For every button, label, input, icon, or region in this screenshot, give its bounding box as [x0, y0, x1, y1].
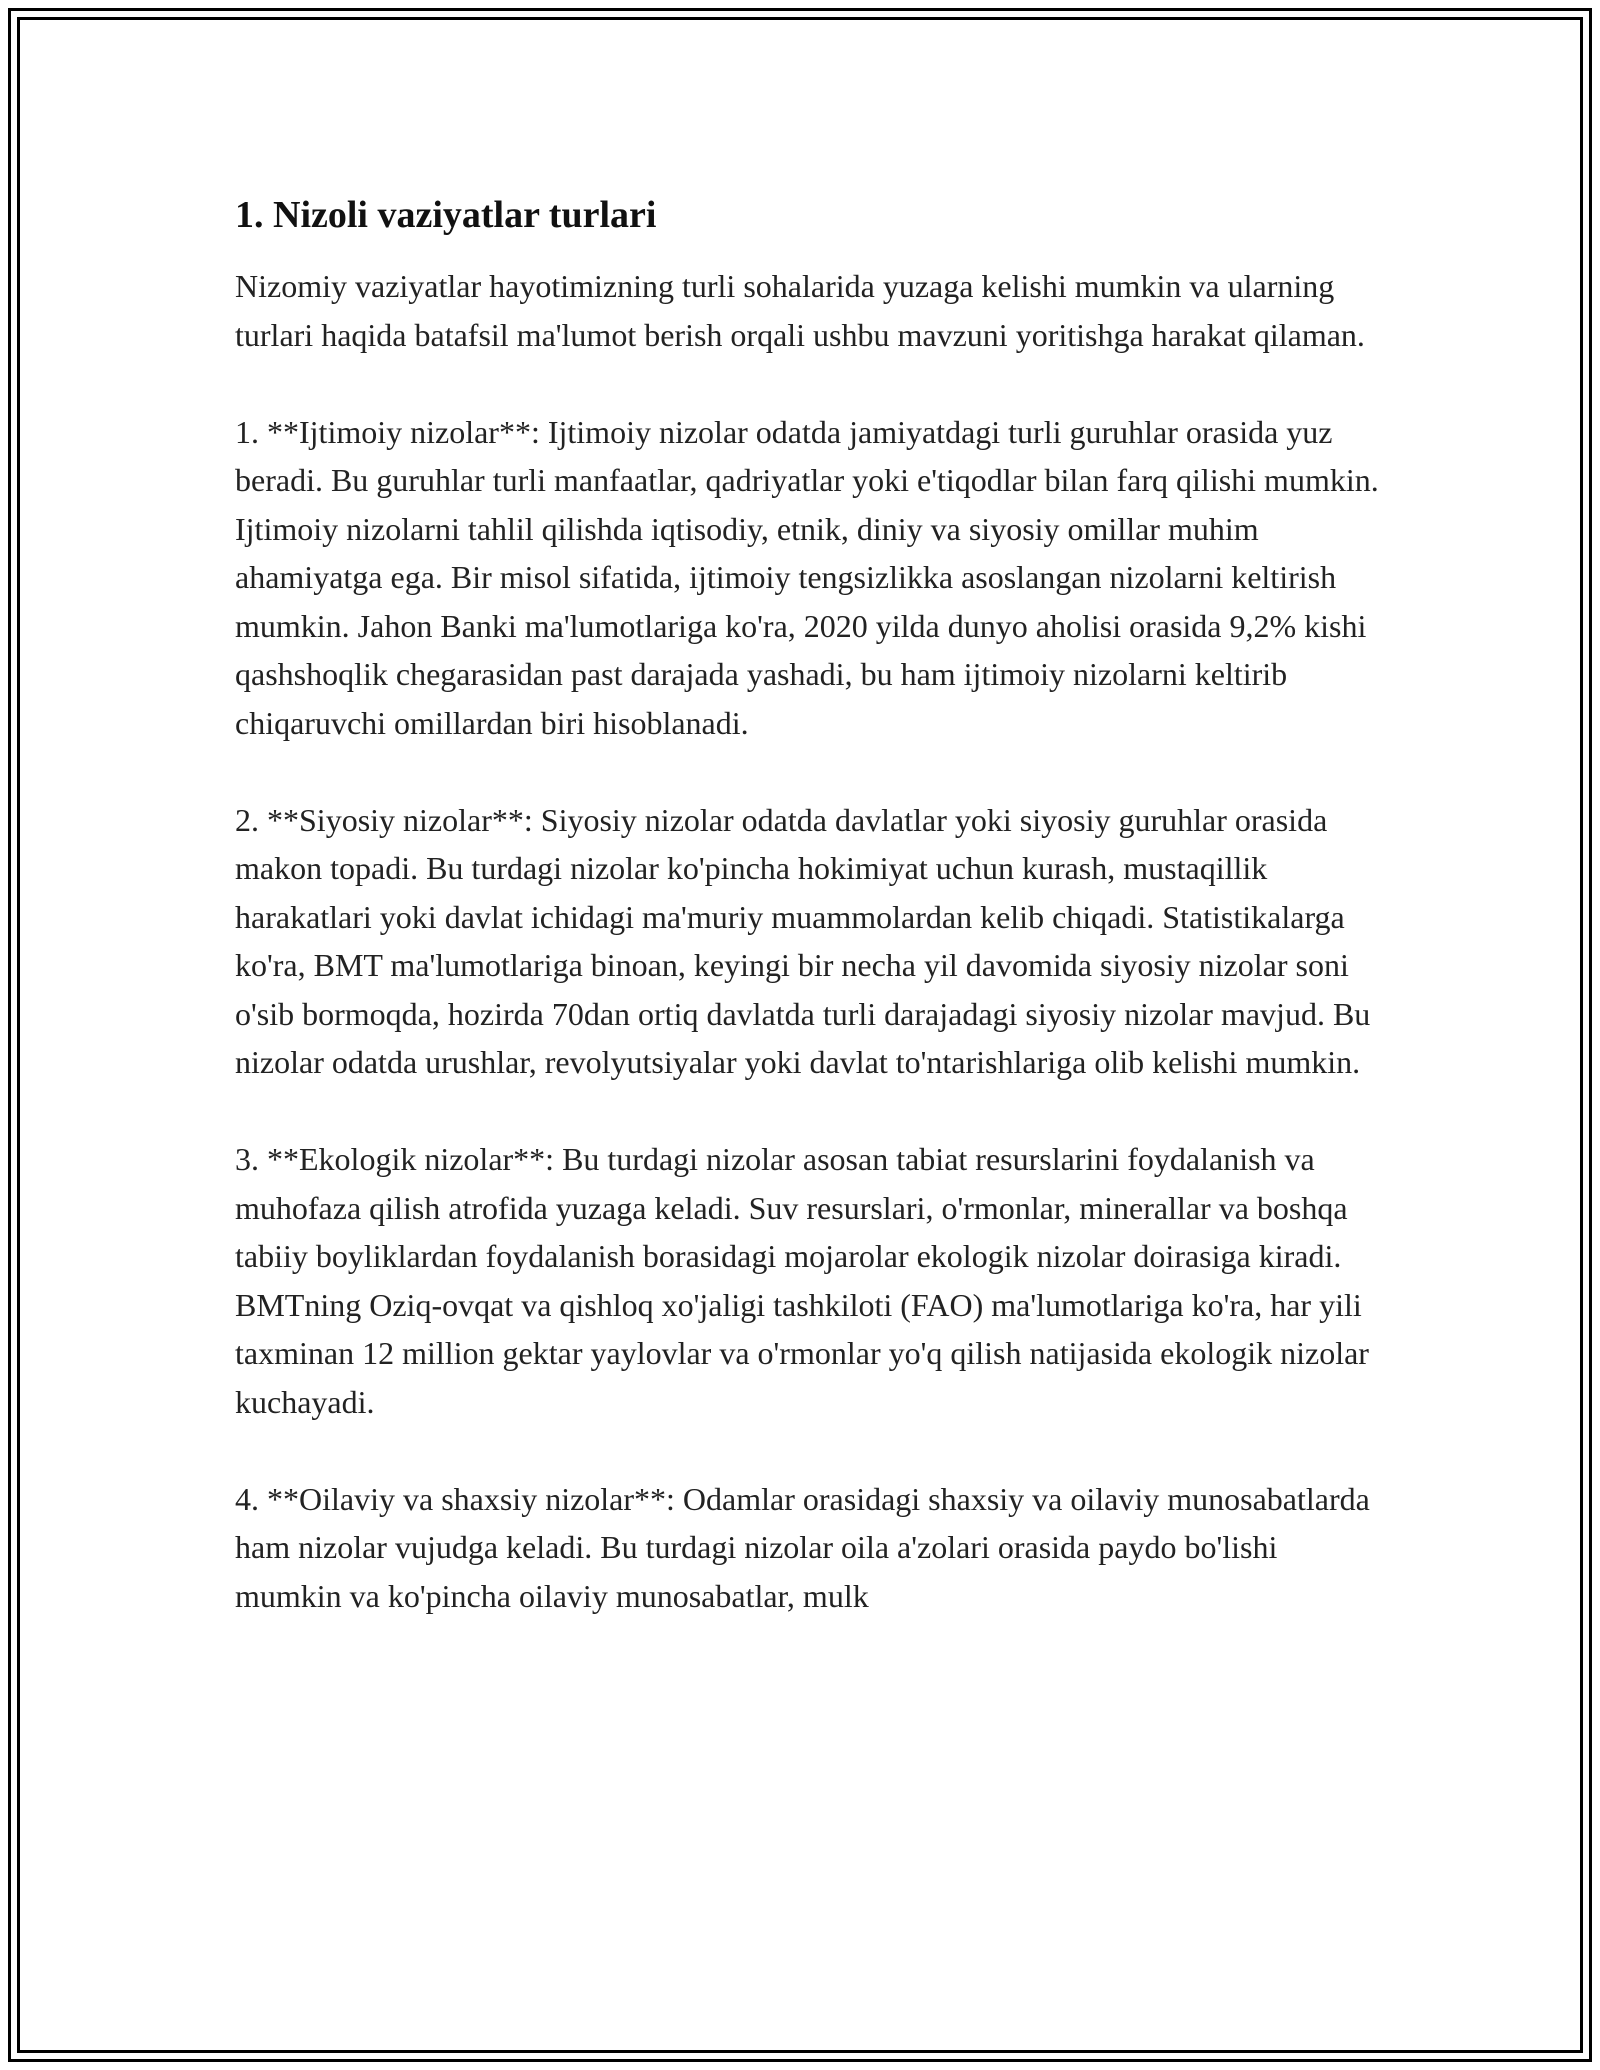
paragraph-ecological-conflicts: 3. **Ekologik nizolar**: Bu turdagi nizolar asosan tabiat resurslarini foydalanish va muhofaza qilish atrofida yuzaga keladi. Suv resurslari, o'rmonlar, minerallar va boshqa tabiiy boyliklardan foydalanish borasidagi mojarolar ekologik nizolar doirasiga kiradi. BMTning Oziq-ovqat va qishloq xo'jaligi tashkiloti (FAO) ma'lumotlariga ko'ra, har yili taxminan 12 million gektar yaylovlar va o'rmonlar yo'q qilish natijasida ekologik nizolar kuchayadi. [235, 1141, 1369, 1420]
paragraph-social-conflicts: 1. **Ijtimoiy nizolar**: Ijtimoiy nizolar odatda jamiyatdagi turli guruhlar orasida yuz beradi. Bu guruhlar turli manfaatlar, qadriyatlar yoki e'tiqodlar bilan farq qilishi mumkin. Ijtimoiy nizolarni tahlil qilishda iqtisodiy, etnik, diniy va siyosiy omillar muhim ahamiyatga ega. Bir misol sifatida, ijtimoiy tengsizlikka asoslangan nizolarni keltirish mumkin. Jahon Banki ma'lumotlariga ko'ra, 2020 yilda dunyo aholisi orasida 9,2% kishi qashshoqlik chegarasidan past darajada yashadi, bu ham ijtimoiy nizolarni keltirib chiqaruvchi omillardan biri hisoblanadi. [235, 413, 1379, 741]
paragraph-family-conflicts: 4. **Oilaviy va shaxsiy nizolar**: Odamlar orasidagi shaxsiy va oilaviy munosabatlarda ham nizolar vujudga keladi. Bu turdagi nizolar oila a'zolari orasida paydo bo'lishi mumkin va ko'pincha oilaviy munosabatlar, mulk [235, 1480, 1370, 1614]
document-body [235, 190, 1385, 1620]
paragraph-political-conflicts: 2. **Siyosiy nizolar**: Siyosiy nizolar odatda davlatlar yoki siyosiy guruhlar orasida makon topadi. Bu turdagi nizolar ko'pincha hokimiyat uchun kurash, mustaqillik harakatlari yoki davlat ichidagi ma'muriy muammolardan kelib chiqadi. Statistikalarga ko'ra, BMT ma'lumotlariga binoan, keyingi bir necha yil davomida siyosiy nizolar soni o'sib bormoqda, hozirda 70dan ortiq davlatda turli darajadagi siyosiy nizolar mavjud. Bu nizolar odatda urushlar, revolyutsiyalar yoki davlat to'ntarishlariga olib kelishi mumkin. [235, 801, 1371, 1080]
intro-paragraph: Nizomiy vaziyatlar hayotimizning turli sohalarida yuzaga kelishi mumkin va ularning turlari haqida batafsil ma'lumot berish orqali ushbu mavzuni yoritishga harakat qilaman. [235, 268, 1365, 353]
document-title: 1. Nizoli vaziyatlar turlari [235, 194, 657, 236]
